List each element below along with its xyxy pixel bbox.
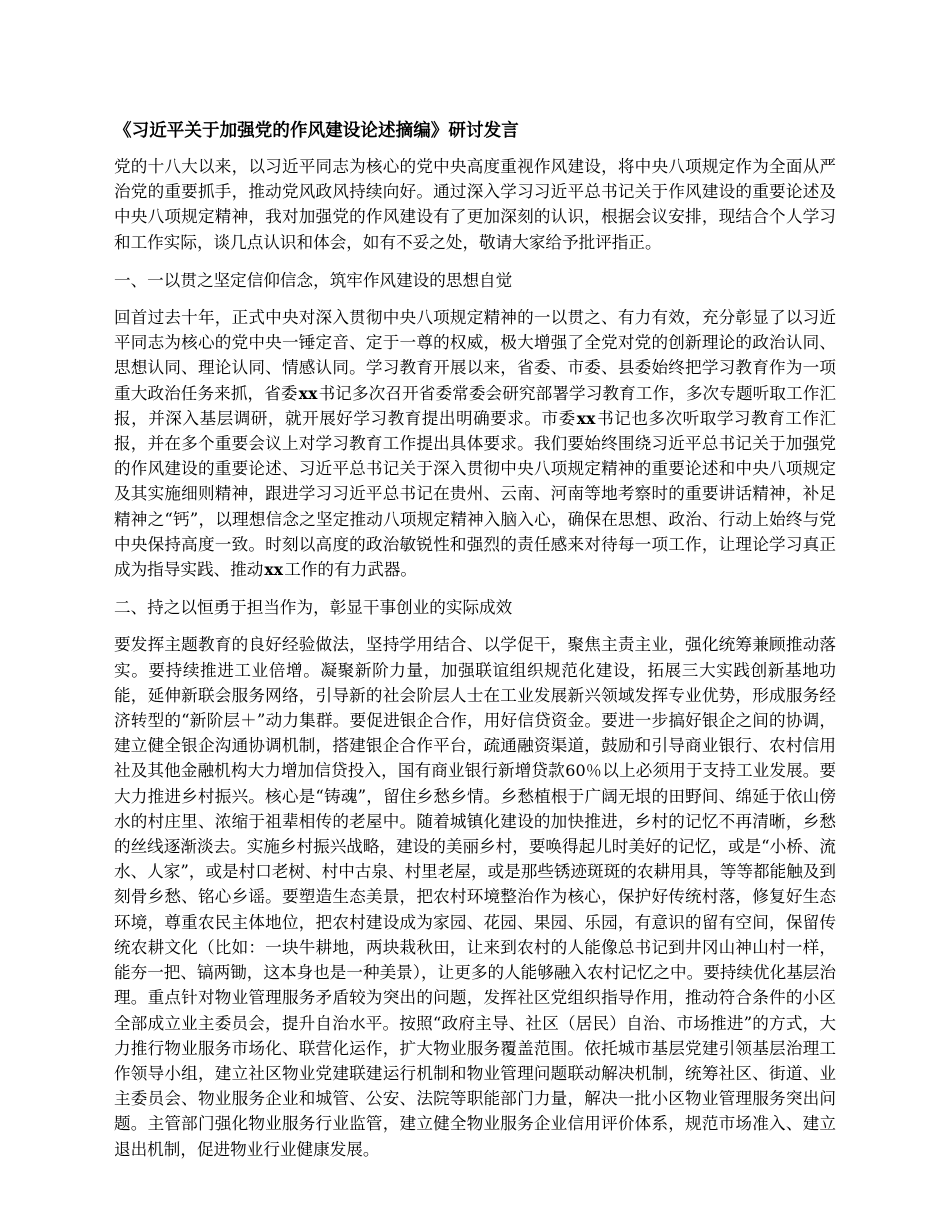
section-heading-one: 一、一以贯之坚定信仰信念，筑牢作风建设的思想自觉: [114, 270, 513, 290]
section-two-inline-percentage: 60％: [565, 761, 602, 781]
section-two-text-part-2: 以上必须用于支持工业发展。要大力推进乡村振兴。核心是“铸魂”，留住乡愁乡情。乡愁植根于广阔无垠的田野间、绵延于依山傍水的村庄里、浓缩于祖辈相传的老屋中。随着城镇化建设的加快推进，乡村的记忆不再清晰，乡愁的丝线逐渐淡去。实施乡村振兴战略，建设的美丽乡村，要唤得起儿时美好的记忆，或是“小桥、流水、人家”，或是村口老树、村中古泉、村里老屋，或是那些锈迹斑斑的农耕用具，等等都能触及到刻骨乡愁、铭心乡谣。要塑造生态美景，把农村环境整治作为核心，保护好传统村落，修复好生态环境，尊重农民主体地位，把农村建设成为家园、花园、果园、乐园，有意识的留有空间，保留传统农耕文化（比如：一块牛耕地，两块栽秋田，让来到农村的人能像总书记到井冈山神山村一样，能夯一把、镐两锄，这本身也是一种美景），让更多的人能够融入农村记忆之中。要持续优化基层治理。重点针对物业管理服务矛盾较为突出的问题，发挥社区党组织指导作用，推动符合条件的小区全部成立业主委员会，提升自治水平。按照“政府主导、社区（居民）自治、市场推进”的方式，大力推行物业服务市场化、联营化运作，扩大物业服务覆盖范围。依托城市基层党建引领基层治理工作领导小组，建立社区物业党建联建运行机制和物业管理问题联动解决机制，统筹社区、街道、业主委员会、物业服务企业和城管、公安、法院等职能部门力量，解决一批小区物业管理服务突出问题。主管部门强化物业服务行业监管，建立健全物业服务企业信用评价体系，规范市场准入、建立退出机制，促进物业行业健康发展。: [114, 761, 837, 1159]
page-title: 《习近平关于加强党的作风建设论述摘编》研讨发言: [114, 121, 519, 141]
section-two-body: [114, 632, 836, 1161]
section-heading-two: 二、持之以恒勇于担当作为，彰显干事创业的实际成效: [114, 598, 513, 618]
section-one-inline-placeholder-2: xx: [576, 408, 596, 428]
section-one-text-part-4: 工作的有力武器。: [284, 560, 417, 580]
section-two-text-part-1: 要发挥主题教育的良好经验做法，坚持学用结合、以学促干，聚焦主责主业，强化统筹兼顾推动落实。要持续推进工业倍增。凝聚新阶力量，加强联谊组织规范化建设，拓展三大实践创新基地功能，延伸新联会服务网络，引导新的社会阶层人士在工业发展新兴领域发挥专业优势，形成服务经济转型的“新阶层＋”动力集群。要促进银企合作，用好信贷资金。要进一步搞好银企之间的协调，建立健全银企沟通协调机制，搭建银企合作平台，疏通融资渠道，鼓励和引导商业银行、农村信用社及其他金融机构大力增加信贷投入，国有商业银行新增贷款: [114, 635, 836, 781]
intro-paragraph: 党的十八大以来，以习近平同志为核心的党中央高度重视作风建设，将中央八项规定作为全面从严治党的重要抓手，推动党风政风持续向好。通过深入学习习近平总书记关于作风建设的重要论述及中央八项规定精神，我对加强党的作风建设有了更加深刻的认识，根据会议安排，现结合个人学习和工作实际，谈几点认识和体会，如有不妥之处，敬请大家给予批评指正。: [114, 157, 836, 252]
section-one-text-part-2: 书记多次召开省委常委会研究部署学习教育工作，多次专题听取工作汇报，并深入基层调研，就开展好学习教育提出明确要求。市委: [114, 383, 836, 428]
section-one-text-part-3: 书记也多次听取学习教育工作汇报，并在多个重要会议上对学习教育工作提出具体要求。我们要始终围绕习近平总书记关于加强党的作风建设的重要论述、习近平总书记关于深入贯彻中央八项规定精神的重要论述和中央八项规定及其实施细则精神，跟进学习习近平总书记在贵州、云南、河南等地考察时的重要讲话精神，补足精神之“钙”，以理想信念之坚定推动八项规定精神入脑入心，确保在思想、政治、行动上始终与党中央保持高度一致。时刻以高度的政治敏锐性和强烈的责任感来对待每一项工作，让理论学习真正成为指导实践、推动: [114, 408, 837, 580]
document-body: [114, 118, 836, 1162]
section-one-inline-placeholder-3: xx: [264, 560, 284, 580]
section-one-body: [114, 305, 836, 582]
section-one-inline-placeholder-1: xx: [298, 383, 318, 403]
section-one-text-part-1: 回首过去十年，正式中央对深入贯彻中央八项规定精神的一以贯之、有力有效，充分彰显了以习近平同志为核心的党中央一锤定音、定于一尊的权威，极大增强了全党对党的创新理论的政治认同、思想认同、理论认同、情感认同。学习教育开展以来，省委、市委、县委始终把学习教育作为一项重大政治任务来抓，省委: [114, 308, 836, 403]
